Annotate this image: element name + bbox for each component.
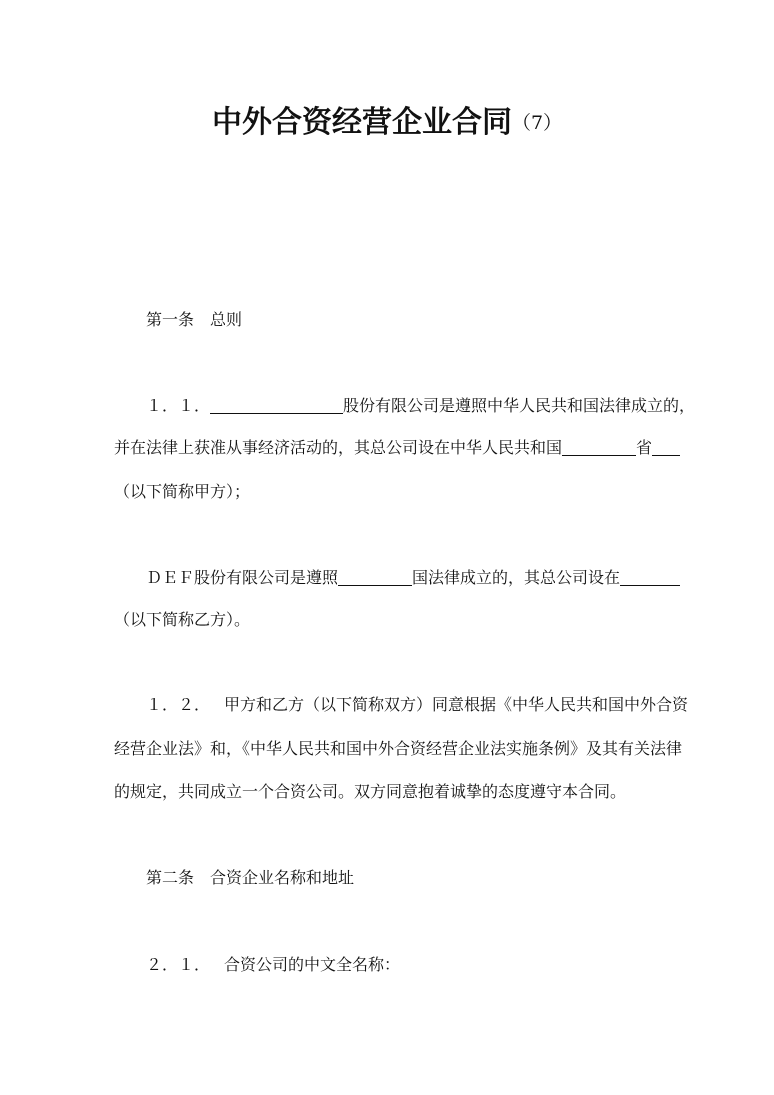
article-2-heading: 第二条 合资企业名称和地址: [146, 868, 355, 887]
clause-1-2-line-2: 经营企业法》和，《中华人民共和国中外合资经营企业法实施条例》及其有关法律: [114, 739, 683, 758]
clause-1-2-line-1: [146, 694, 688, 716]
title-suffix: （7）: [511, 112, 563, 134]
clause-1-1-text-c: 省: [636, 438, 653, 457]
clause-1-1-text-a: 股份有限公司是遵照中华人民共和国法律成立的，: [343, 396, 696, 415]
def-clause-line-2: （以下简称乙方）。: [114, 610, 251, 629]
title-text: 中外合资经营企业合同: [211, 105, 512, 140]
clause-1-2-text-a: 甲方和乙方（以下简称双方）同意根据《中华人民共和国中外合资: [224, 695, 689, 714]
clause-1-2-line-3: 的规定，共同成立一个合资公司。双方同意抱着诚挚的态度遵守本合同。: [114, 782, 627, 801]
document-title: [0, 103, 774, 143]
clause-2-1-line-1: [146, 954, 400, 976]
company-name-blank: [210, 397, 343, 414]
clause-1-1-number: １．１．: [146, 396, 211, 415]
clause-1-1-text-b: 并在法律上获准从事经济活动的，其总公司设在中华人民共和国: [114, 438, 563, 457]
clause-2-1-number: ２．１．: [146, 955, 211, 974]
clause-2-1-text-a: 合资公司的中文全名称：: [224, 955, 401, 974]
article-1-heading: 第一条 总则: [146, 310, 243, 329]
hq-location-blank: [620, 569, 680, 586]
province-blank: [562, 439, 636, 456]
city-blank: [652, 439, 680, 456]
def-clause-line-1: [146, 567, 680, 589]
clause-1-1-line-2: [114, 437, 680, 459]
def-text-b: 国法律成立的，其总公司设在: [412, 568, 621, 587]
clause-1-1-line-1: [146, 395, 695, 417]
clause-1-1-line-3: （以下简称甲方）；: [114, 482, 251, 501]
clause-1-2-number: １．２．: [146, 695, 211, 714]
country-blank: [338, 569, 412, 586]
def-text-a: ＤＥＦ股份有限公司是遵照: [146, 568, 339, 587]
